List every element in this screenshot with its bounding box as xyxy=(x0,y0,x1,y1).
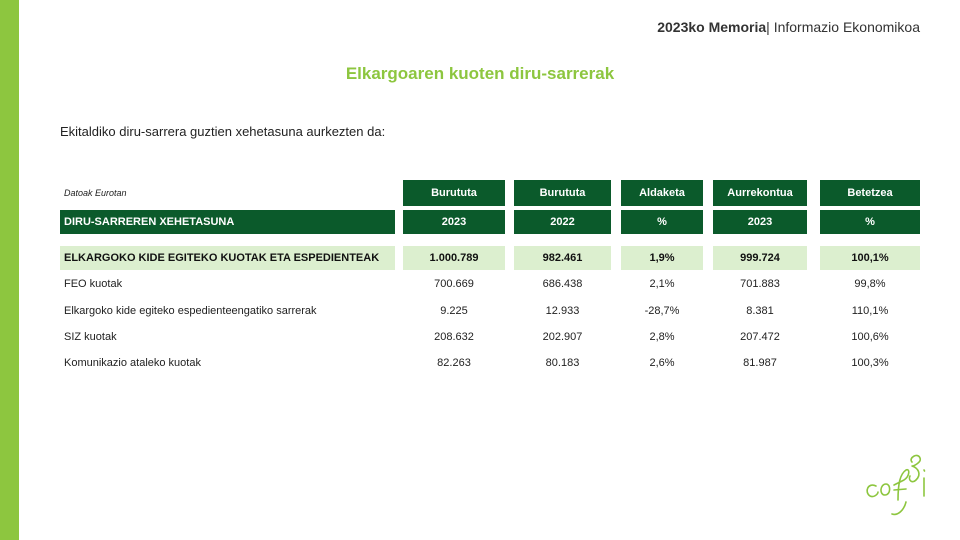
table-row-value: 100,3% xyxy=(851,357,889,369)
table-row-label: SIZ kuotak xyxy=(64,331,117,343)
table-row-value: -28,7% xyxy=(644,305,680,317)
table-row-value: 82.263 xyxy=(437,357,471,369)
table-row-value: 12.933 xyxy=(545,305,580,317)
column-subheader: % xyxy=(621,210,703,234)
table-row-label: Elkargoko kide egiteko espedienteengatiko sarrerak xyxy=(64,305,317,317)
header-report-title: 2023ko Memoria xyxy=(657,19,767,35)
column-subheader: 2023 xyxy=(713,210,807,234)
table-row-value: 208.632 xyxy=(434,331,474,343)
table-row-value: 2,6% xyxy=(649,357,675,369)
total-row-value: 982.461 xyxy=(514,246,611,270)
column-subheader: % xyxy=(820,210,920,234)
total-row-value: 100,1% xyxy=(820,246,920,270)
table-row-value: 100,6% xyxy=(851,331,889,343)
page-header xyxy=(657,19,920,35)
column-subheader: 2023 xyxy=(403,210,505,234)
table-row-value: 2,1% xyxy=(649,278,675,290)
column-header: Burututa xyxy=(514,180,611,206)
table-row-value: 202.907 xyxy=(542,331,583,343)
table-row-value: 9.225 xyxy=(440,305,468,317)
table-row-label: FEO kuotak xyxy=(64,278,123,290)
column-header: Aldaketa xyxy=(621,180,703,206)
table-row-value: 99,8% xyxy=(854,278,886,290)
column-header: Betetzea xyxy=(820,180,920,206)
column-subheader: 2022 xyxy=(514,210,611,234)
total-row-label: ELKARGOKO KIDE EGITEKO KUOTAK ETA ESPEDIENTEAK xyxy=(60,246,395,270)
total-row-value: 1,9% xyxy=(621,246,703,270)
currency-note: Datoak Eurotan xyxy=(64,188,127,198)
table-row-label: Komunikazio ataleko kuotak xyxy=(64,357,201,369)
table-row-value: 207.472 xyxy=(740,331,780,343)
cofbi-logo xyxy=(862,440,932,518)
header-section-title: | Informazio Ekonomikoa xyxy=(766,19,920,35)
table-row-value: 686.438 xyxy=(542,278,583,290)
total-row-value: 999.724 xyxy=(713,246,807,270)
column-header: Burututa xyxy=(403,180,505,206)
section-header: DIRU-SARREREN XEHETASUNA xyxy=(60,210,395,234)
intro-text: Ekitaldiko diru-sarrera guztien xehetasuna aurkezten da: xyxy=(60,124,386,139)
column-header: Aurrekontua xyxy=(713,180,807,206)
table-row-value: 80.183 xyxy=(545,357,580,369)
table-row-value: 81.987 xyxy=(743,357,777,369)
table-row-value: 8.381 xyxy=(746,305,774,317)
table-row-value: 110,1% xyxy=(851,305,889,317)
total-row-value: 1.000.789 xyxy=(403,246,505,270)
table-row-value: 700.669 xyxy=(434,278,474,290)
table-row-value: 701.883 xyxy=(740,278,780,290)
table-row-value: 2,8% xyxy=(649,331,675,343)
page-title: Elkargoaren kuoten diru-sarrerak xyxy=(345,64,615,83)
